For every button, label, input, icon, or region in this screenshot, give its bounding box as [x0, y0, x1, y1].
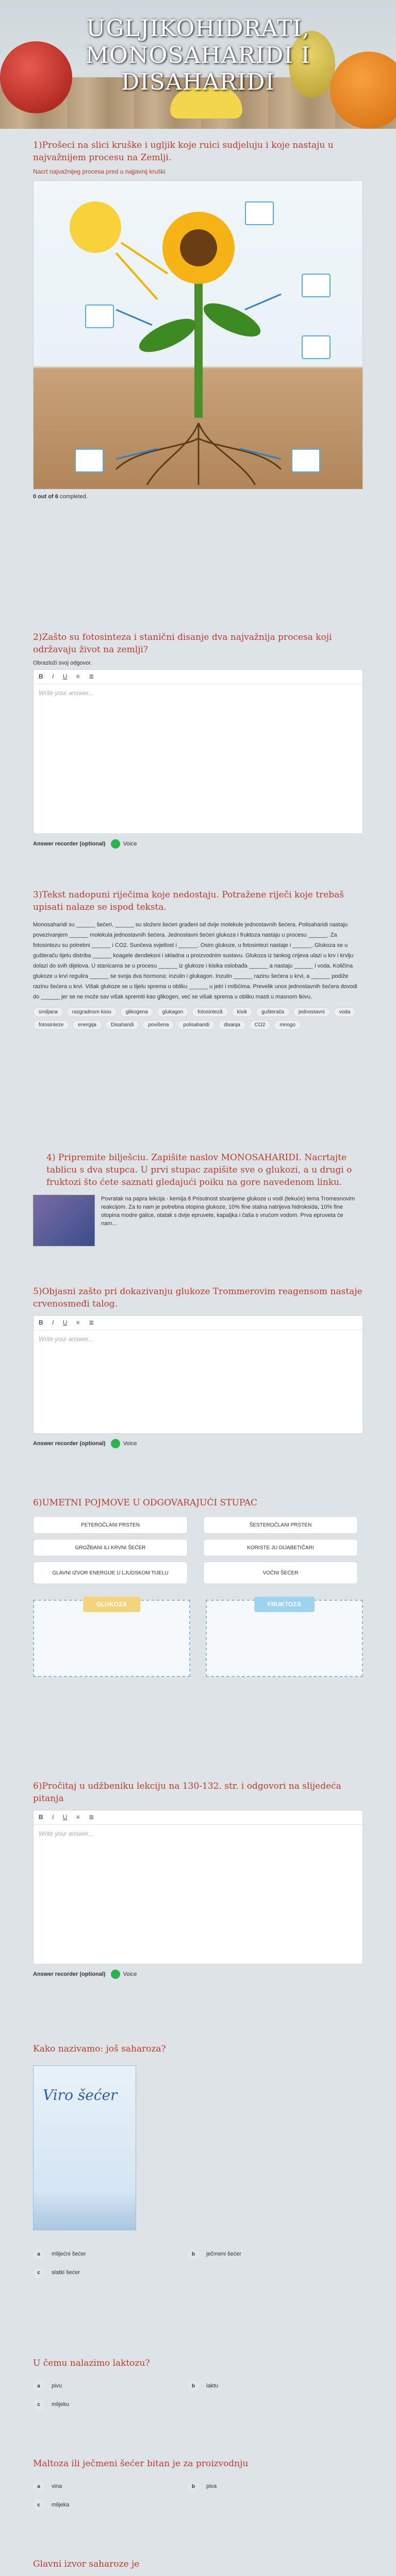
- progress-suffix: completed.: [58, 494, 88, 500]
- word-chip[interactable]: disanja: [218, 1020, 246, 1030]
- drop-zone-5[interactable]: [75, 449, 104, 472]
- fructose-drop-column[interactable]: [206, 1600, 363, 1677]
- term-card[interactable]: KORISTE JU DIJABETIČARI: [203, 1539, 358, 1556]
- option-letter: b: [188, 2248, 199, 2260]
- option-text: mlijeku: [52, 2401, 70, 2408]
- word-chip[interactable]: voda: [334, 1007, 356, 1017]
- term-card[interactable]: VOĆNI ŠEĆER: [203, 1562, 358, 1584]
- drop-zone-6[interactable]: [291, 449, 320, 472]
- leaf-right-shape: [199, 297, 265, 344]
- option-text: vina: [52, 2483, 62, 2489]
- word-chip[interactable]: kisik: [232, 1007, 253, 1017]
- drop-zone-1[interactable]: [245, 201, 274, 225]
- question-10: [33, 2458, 363, 2514]
- question-1-title: 1)Prošeci na slici kruške i ugljik koje ruici sudjeluju i koje nastaju u najvažnijem procesu na Zemlji.: [33, 140, 334, 163]
- progress-count: 0 out of 6: [33, 494, 58, 500]
- italic-button[interactable]: I: [52, 673, 54, 680]
- roots-shape: [116, 423, 281, 485]
- term-card[interactable]: GROŽĐANI ILI KRVNI ŠEĆER: [33, 1539, 188, 1556]
- fill-in-text: Monosaharidi su ______ šećeri, ______ su složeni šećeri građeni od dvije molekule jednostavnih šećera. Polisaharidi nastaju povezivanjem ______ molekula jednostavnih šećera. Jednostavni šećeri glukoza i fruktoza nastaju u procesu ______. Za fotosintezu su potrebni ______ i CO2. Sunčeva svjetlost i ______. Osim glukoze, u fotosintezi nastaje i ______. Glukoza se u gušteraču tijelu distriba ______ koagele dendeksni i skladna u proizvodnim sustavu. Glukoza iz tankog crijeva ulazi u krv i krvlju dolazi do svih dijelova. U stanicama se u procesu ______ iz glukoze i kisika oslobađa ______ a nastaju ______ i voda. Količina glukoze u krvi regulira ______ se svoja dva hormona: inzulin i glukagon. Inzulin ______ razinu šećera u krvi, a ______ podiže razinu šećera u krvi. Višak glukoze se u tijelu sprema u obliku ______ u jetri i mišićima. Prevelik unos jednostavnih šećera dovodi do ______ jer se ne može sav višak spremiti kao glikogen, već se višak sprema u obliku masti u masnom tkivu.: [33, 922, 357, 1000]
- option-text: pivu: [52, 2383, 62, 2389]
- microphone-icon[interactable]: [111, 839, 120, 849]
- text-toolbar: [34, 1810, 362, 1825]
- word-chip[interactable]: Disaharidi: [105, 1020, 139, 1030]
- voice-label[interactable]: Voice: [123, 1971, 137, 1977]
- option-a[interactable]: [33, 2481, 188, 2492]
- term-cards: [33, 1516, 363, 1584]
- question-7-title: 6)Pročitaj u udžbeniku lekciju na 130-132. str. i odgovori na slijedeća pitanja: [33, 1781, 341, 1804]
- option-text: mlijećni šećer: [52, 2251, 86, 2257]
- recorder-label: Answer recorder (optional): [33, 841, 106, 847]
- word-chip[interactable]: razgradnom kisiu: [67, 1007, 117, 1017]
- bold-button[interactable]: B: [39, 1814, 43, 1821]
- fructose-column-label: FRUKTOZA: [254, 1597, 315, 1612]
- word-chip[interactable]: fotosinteză: [192, 1007, 228, 1017]
- question-9: [33, 2357, 363, 2414]
- bold-button[interactable]: B: [39, 673, 43, 680]
- lesson-thumbnail-image[interactable]: [33, 1195, 95, 1246]
- option-letter: c: [33, 2499, 44, 2511]
- glucose-drop-column[interactable]: [33, 1600, 190, 1677]
- question-6: [33, 1497, 363, 1677]
- recorder-label: Answer recorder (optional): [33, 1971, 106, 1977]
- option-c[interactable]: [33, 2267, 188, 2278]
- text-toolbar: [34, 670, 362, 684]
- option-c[interactable]: [33, 2399, 188, 2410]
- option-letter: b: [188, 2481, 199, 2492]
- numbered-list-button[interactable]: ≣: [89, 673, 94, 680]
- question-5-title: 5)Objasni zašto pri dokazivanju glukoze Trommerovim reagensom nastaje crvenosmeđi talog.: [33, 1286, 362, 1309]
- question-1-subtitle: Nacrt najvažnijeg procesa pred u najjavnij kruški: [33, 168, 166, 175]
- numbered-list-button[interactable]: ≣: [89, 1814, 94, 1821]
- question-1-progress: [33, 494, 363, 500]
- word-chip[interactable]: smiljana: [33, 1007, 63, 1017]
- package-bottom-shape: [34, 2189, 136, 2230]
- leaf-left-shape: [135, 312, 200, 359]
- term-card[interactable]: ŠESTEROČLANI PRSTEN: [203, 1516, 358, 1534]
- drop-zone-3[interactable]: [85, 304, 114, 328]
- term-card[interactable]: PETEROČLANI PRSTEN: [33, 1516, 188, 1534]
- answer-recorder: [33, 839, 363, 849]
- option-b[interactable]: [188, 2380, 342, 2392]
- bold-button[interactable]: B: [39, 1319, 43, 1326]
- question-4-title: 4) Pripremite bilješciu. Zapišite naslov MONOSAHARIDI. Nacrtajte tablicu s dva stupca. U prvi stupac zapišite sve o glukozi, a u drugi o fruktozi što ćete saznati gledajući poiku na gore navedenom linku.: [46, 1153, 352, 1188]
- drop-zone-2[interactable]: [302, 274, 331, 297]
- option-letter: a: [33, 2481, 44, 2492]
- answer-placeholder: Write your answer...: [39, 1830, 94, 1837]
- option-letter: a: [33, 2380, 44, 2392]
- term-card[interactable]: GLAVNI IZVOR ENERGIJE U LJUDSKOM TIJELU: [33, 1562, 188, 1584]
- option-letter: a: [33, 2248, 44, 2260]
- italic-button[interactable]: I: [52, 1814, 54, 1821]
- question-2-label: Obrazloži svoj odgovor.: [33, 660, 92, 666]
- bullet-list-button[interactable]: ≡: [76, 1319, 80, 1326]
- option-c[interactable]: [33, 2499, 188, 2511]
- voice-label[interactable]: Voice: [123, 841, 137, 847]
- question-11: [33, 2558, 363, 2576]
- question-5-answer-field[interactable]: [33, 1315, 363, 1434]
- question-8: [33, 2043, 363, 2282]
- word-bank: [33, 1007, 363, 1030]
- sugar-package-image: [33, 2065, 136, 2230]
- question-2-answer-field[interactable]: [33, 669, 363, 834]
- option-a[interactable]: [33, 2248, 188, 2260]
- italic-button[interactable]: I: [52, 1319, 54, 1326]
- word-chip[interactable]: polisaharidi: [177, 1020, 215, 1030]
- drop-zone-4[interactable]: [302, 335, 331, 359]
- underline-button[interactable]: U: [62, 1814, 68, 1821]
- word-chip[interactable]: glikogena: [120, 1007, 154, 1017]
- word-chip[interactable]: gušterača: [256, 1007, 290, 1017]
- word-chip[interactable]: glukagon: [157, 1007, 189, 1017]
- question-8-title: Kako nazivamo: još saharoza?: [33, 2044, 166, 2054]
- photosynthesis-diagram: [33, 180, 363, 489]
- option-letter: c: [33, 2399, 44, 2410]
- option-text: piva: [206, 2483, 217, 2489]
- option-text: ječmeni šećer: [206, 2251, 241, 2257]
- bullet-list-button[interactable]: ≡: [76, 673, 80, 680]
- word-chip[interactable]: jednostavni: [293, 1007, 331, 1017]
- answer-placeholder: Write your answer...: [39, 1335, 94, 1343]
- stem-shape: [194, 268, 203, 418]
- question-9-title: U čemu nalazimo laktozu?: [33, 2358, 150, 2368]
- sun-icon: [70, 201, 121, 253]
- recorder-label: Answer recorder (optional): [33, 1440, 106, 1447]
- word-chip[interactable]: mnogo: [274, 1020, 301, 1030]
- voice-label[interactable]: Voice: [123, 1440, 137, 1447]
- question-5: [33, 1285, 363, 1448]
- word-chip[interactable]: CO2: [249, 1020, 271, 1030]
- question-7-answer-field[interactable]: [33, 1810, 363, 1964]
- header-banner: [0, 0, 396, 129]
- answer-placeholder: Write your answer...: [39, 689, 94, 697]
- underline-button[interactable]: U: [62, 1319, 68, 1326]
- microphone-icon[interactable]: [111, 1439, 120, 1448]
- word-chip[interactable]: povišena: [142, 1020, 174, 1030]
- question-1: [33, 139, 363, 500]
- option-letter: c: [33, 2267, 44, 2278]
- question-11-title: Glavni izvor saharoze je: [33, 2559, 140, 2569]
- option-a[interactable]: [33, 2380, 188, 2392]
- microphone-icon[interactable]: [111, 1970, 120, 1979]
- sunflower-center-shape: [180, 229, 217, 266]
- text-toolbar: [34, 1316, 362, 1330]
- answer-recorder: [33, 1970, 363, 1979]
- package-brand-text: Viro šećer: [43, 2087, 118, 2104]
- lesson-preview-text: Povratak na papra lekcija - kemija 8 Prisutnost stvarijeme glukoze u vodi (tekuće) tema Tromesnovim reakcijom. Za to nam je potrebna otopina glukoze, 10% fine stalna natrijeva hidroksida, 10% fine otopina modre galice, otatak s dvije epruvete, kapaljka i čaša s vrućom vodom. Prva epruveta će nam...: [101, 1196, 355, 1227]
- numbered-list-button[interactable]: ≣: [89, 1319, 94, 1326]
- question-6-title: 6)UMETNI POJMOVE U ODGOVARAJUĆI STUPAC: [33, 1498, 257, 1508]
- question-3-title: 3)Tekst nadopuni riječima koje nedostaju. Potražene riječi koje trebaš upisati nalaze se ispod teksta.: [33, 890, 344, 912]
- question-2: [33, 631, 363, 849]
- option-b[interactable]: [188, 2248, 342, 2260]
- option-b[interactable]: [188, 2481, 342, 2492]
- question-10-title: Maltoza ili ječmeni šećer bitan je za proizvodnju: [33, 2459, 249, 2469]
- page-title: UGLJIKOHIDRATI, MONOSAHARIDI I DISAHARIDI: [85, 15, 311, 95]
- option-text: laktu: [206, 2383, 219, 2389]
- glucose-column-label: GLUKOZA: [83, 1597, 140, 1612]
- option-text: mlijeka: [52, 2502, 70, 2508]
- question-2-title: 2)Zašto su fotosinteza i stanični disanje dva najvažnija procesa koji održavaju život na zemlji?: [33, 632, 332, 655]
- word-chip[interactable]: fotosinteze: [33, 1020, 69, 1030]
- underline-button[interactable]: U: [62, 673, 68, 680]
- bullet-list-button[interactable]: ≡: [76, 1814, 80, 1821]
- question-7: [33, 1780, 363, 1979]
- option-text: slatki šećer: [52, 2269, 80, 2276]
- option-letter: b: [188, 2380, 199, 2392]
- answer-recorder: [33, 1439, 363, 1448]
- question-3: [33, 889, 363, 1030]
- question-4: [33, 1151, 363, 1246]
- word-chip[interactable]: energija: [72, 1020, 102, 1030]
